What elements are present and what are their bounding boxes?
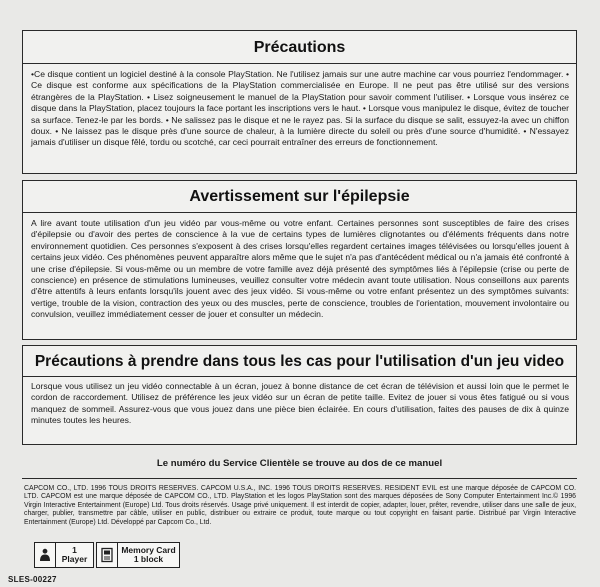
memory-card-icon [97, 543, 118, 567]
epilepsy-warning-title: Avertissement sur l'épilepsie [189, 188, 410, 205]
memory-card-blocks: 1 block [133, 554, 164, 564]
player-count-label [56, 546, 93, 565]
video-game-precautions-text: Lorsque vous utilisez un jeu vidéo connectable à un écran, jouez à bonne distance de cet écran de télévision et aussi loin que le permet le cordon de raccordement. Utilisez de préférence les jeux vidéo sur un écran de petite taille. Evitez de jouer si vous êtes fatigué ou si vous manquez de sommeil. Assurez-vous que vous jouez dans une pièce bien éclairée. En cours d'utilisation, faites des pauses de dix à quinze minutes toutes les heures. [31, 381, 569, 426]
customer-service-note: Le numéro du Service Clientèle se trouve au dos de ce manuel [156, 458, 443, 469]
video-game-precautions-title: Précautions à prendre dans tous les cas pour l'utilisation d'un jeu video [34, 353, 565, 370]
video-game-precautions-section [22, 345, 577, 445]
epilepsy-warning-section [22, 180, 577, 340]
precautions-section [22, 30, 577, 174]
memory-card-badge [96, 542, 180, 568]
legal-notice: CAPCOM CO., LTD. 1996 TOUS DROITS RESERVES. CAPCOM U.S.A., INC. 1996 TOUS DROITS RESERVES. RESIDENT EVIL est une marque déposée de CAPCOM CO. LTD. CAPCOM est une marque déposée de CAPCOM CO., LTD. PlayStation et les logos PlayStation sont des marques déposées de Sony Computer Entertainment Inc.© 1996 Virgin Interactive Entertainment (Europe) Ltd. Tous droits réservés. Usage privé uniquement. Il est interdit de copier, adapter, louer, prêter, revendre, utiliser dans une salle de jeux, charger, publier, transmettre par câble, utiliser en public, distribuer ou extraire ce produit, toute marque ou tout copyright en faisant partie. Distribué par Virgin Interactive Entertainment (Europe) Ltd. Développé par Capcom Co., Ltd. [24, 485, 576, 526]
product-code: SLES-00227 [8, 575, 57, 584]
controller-icon [35, 543, 56, 567]
memory-card-title: Memory Card [121, 544, 176, 555]
precautions-text: •Ce disque contient un logiciel destiné à la console PlayStation. Ne l'utilisez jamais sur une autre machine car vous pourriez l'endommager. • Ce disque est conforme aux spécifications de la PlayStation commercialisée en Europe. Il ne peut pas être utilisé sur des versions étrangères de la PlayStation. • Lisez soigneusement le manuel de la PlayStation pour savoir comment l'utiliser. • Lorsque vous insérez ce disque dans la PlayStation, placez toujours la face portant les inscriptions vers le haut. • Lorsque vous manipulez le disque, évitez de toucher sa surface. Tenez-le par les bords. • Ne salissez pas le disque et ne le rayez pas. Si la surface du disque se salit, essuyez-la avec un chiffon doux. • Ne laissez pas le disque près d'une source de chaleur, à la lumière directe du soleil ou près d'une source d'humidité. • N'essayez jamais d'utiliser un disque fêlé, tordu ou scotché, car ceci pourrait entraîner des erreurs de fonctionnement. [31, 69, 569, 148]
divider [22, 478, 577, 479]
player-count-badge [34, 542, 94, 568]
player-count-unit: Player [61, 554, 88, 564]
precautions-title: Précautions [253, 39, 346, 56]
player-count-value: 1 [72, 544, 77, 555]
memory-card-label [118, 546, 179, 565]
epilepsy-warning-text: A lire avant toute utilisation d'un jeu vidéo par vous-même ou votre enfant. Certaines personnes sont susceptibles de faire des crises d'épilepsie ou d'avoir des pertes de conscience à la vue de certains types de lumières clignotantes ou d'éléments fréquents dans notre environnement quotidien. Ces personnes s'exposent à des crises lorsqu'elles regardent certaines images télévisées ou lorsqu'elles jouent à certains jeux vidéo. Ces phénomènes peuvent apparaître alors même que le sujet n'a pas d'antécédent médical ou n'a jamais été confronté à une crise d'épilepsie. Si vous-même ou un membre de votre famille avez déjà présenté des symptômes liés à l'épilepsie (crise ou perte de conscience) en présence de stimulations lumineuses, veuillez consulter votre médecin avant toute utilisation. Nous conseillons aux parents d'être attentifs à leurs enfants lorsqu'ils jouent avec des jeux vidéo. Si vous-même ou votre enfant présentez un des symptômes suivants: vertige, trouble de la vision, contraction des yeux ou des muscles, perte de conscience, troubles de l'orientation, mouvement involontaire ou convulsion, veuillez immédiatement cesser de jouer et consulter un médecin. [31, 218, 569, 320]
